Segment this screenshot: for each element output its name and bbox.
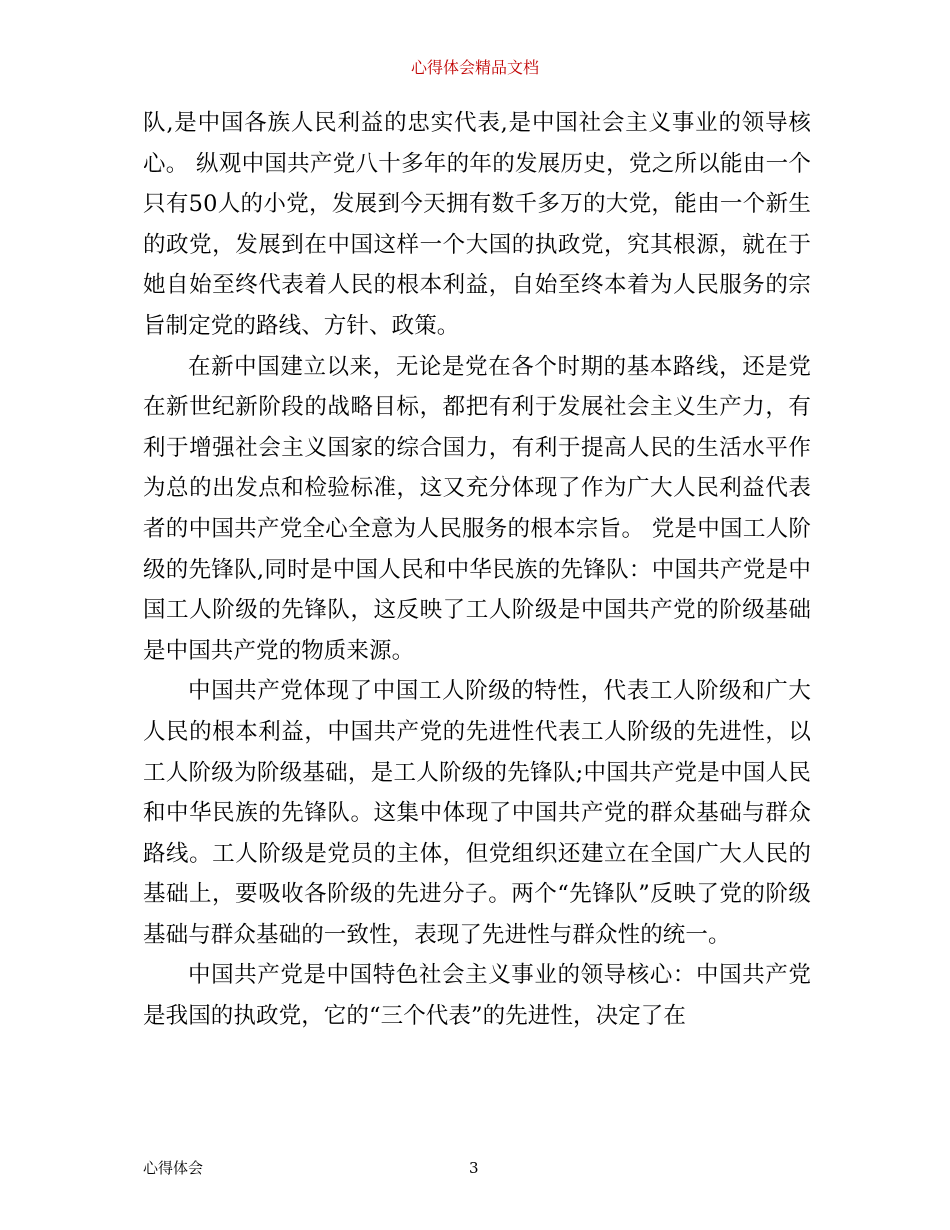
paragraph: 在新中国建立以来，无论是党在各个时期的基本路线，还是党在新世纪新阶段的战略目标，都把有利于发展社会主义生产力，有利于增强社会主义国家的综合国力，有利于提高人民的生活水平作为总的出发点和检验标准，这又充分体现了作为广大人民利益代表者的中国共产党全心全意为人民服务的根本宗旨。 党是中国工人阶级的先锋队,同时是中国人民和中华民族的先锋队：中国共产党是中国工人阶级的先锋队，这反映了工人阶级是中国共产党的阶级基础是中国共产党的物质来源。 — [143, 353, 811, 664]
page-number: 3 — [469, 1159, 479, 1177]
paragraph: 中国共产党体现了中国工人阶级的特性，代表工人阶级和广大人民的根本利益，中国共产党的先进性代表工人阶级的先进性，以工人阶级为阶级基础，是工人阶级的先锋队;中国共产党是中国人民和中华民族的先锋队。这集中体现了中国共产党的群众基础与群众路线。工人阶级是党员的主体，但党组织还建立在全国广大人民的基础上，要吸收各阶级的先进分子。两个“先锋队”反映了党的阶级基础与群众基础的一致性，表现了先进性与群众性的统一。 — [143, 678, 811, 948]
document-header-title: 心得体会精品文档 — [410, 58, 539, 77]
footer-label: 心得体会 — [143, 1159, 204, 1177]
paragraph: 中国共产党是中国特色社会主义事业的领导核心：中国共产党是我国的执政党，它的“三个代表”的先进性，决定了在 — [143, 962, 811, 1030]
paragraph-continuation: 队,是中国各族人民利益的忠实代表,是中国社会主义事业的领导核心。 纵观中国共产党八十多年的年的发展历史，党之所以能由一个只有50人的小党，发展到今天拥有数千多万的大党，能由一个新生的政党，发展到在中国这样一个大国的执政党，究其根源，就在于她自始至终代表着人民的根本利益，自始至终本着为人民服务的宗旨制定党的路线、方针、政策。 — [143, 110, 811, 339]
document-body — [143, 103, 811, 1037]
